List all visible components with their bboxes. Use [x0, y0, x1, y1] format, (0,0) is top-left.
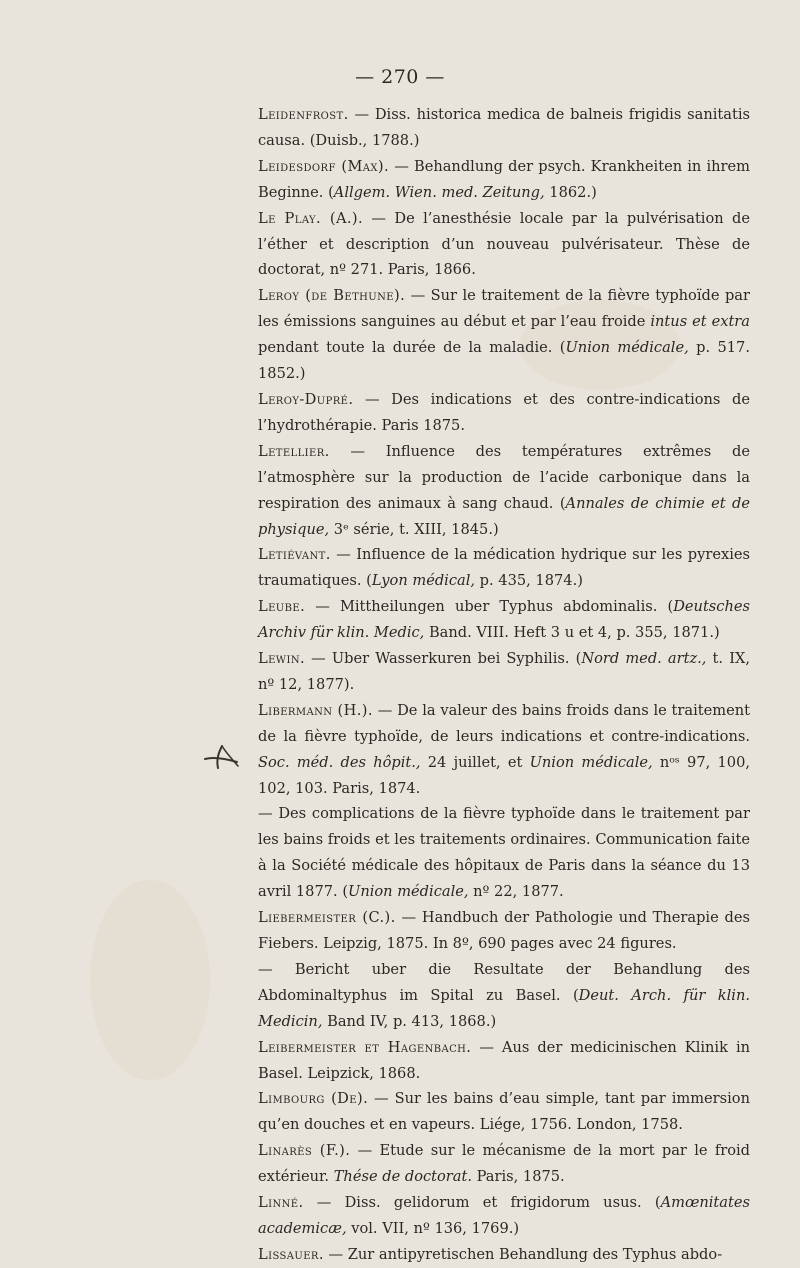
entry-author: Letiévant. — [258, 546, 331, 564]
bibliography-entry — [258, 905, 750, 957]
entry-text: — Handbuch der Pathologie und Therapie des Fiebers. Leipzig, 1875. In 8º, 690 pages avec 24 figures. — [258, 909, 750, 952]
bibliography-entry — [258, 283, 750, 387]
entry-author: Linarès (F.). — [258, 1142, 351, 1160]
entry-author: Lissauer. — [258, 1245, 324, 1263]
entry-text: — De la valeur des bains froids dans le traitement de la fièvre typhoïde, de leurs indications et contre-indications. — [258, 701, 750, 745]
handwritten-cross-mark — [203, 742, 241, 772]
entry-author: Leroy-Dupré. — [258, 390, 354, 408]
entry-text: nᵒˢ 97, 100, 102, 103. Paris, 1874. — [258, 753, 750, 797]
bibliography-entry — [258, 698, 750, 802]
bibliography-entry — [258, 1242, 750, 1268]
bibliography-entry — [258, 1086, 750, 1138]
entry-text: vol. VII, nº 136, 1769.) — [346, 1219, 520, 1237]
entry-text: 3ᵉ série, t. XIII, 1845.) — [329, 520, 499, 538]
bibliography-entry — [258, 801, 750, 905]
entry-text: — De l’anesthésie locale par la pulvérisation de l’éther et description d’un nouveau pulvérisateur. Thèse de doctorat, nº 271. Paris, 1866. — [258, 209, 751, 279]
entry-text: — Aus der medicinischen Klinik in Basel. Leipzick, 1868. — [258, 1038, 751, 1082]
page-number: — 270 — — [355, 66, 445, 88]
entry-source-italic: Allgem. Wien. med. Zeitung, — [333, 183, 545, 201]
entry-source-italic: Deutsches Archiv für klin. Medic, — [258, 598, 750, 642]
entry-source-italic: Deut. Arch. für klin. Medicin, — [258, 986, 750, 1030]
entry-source-italic: Annales de chimie et de physique, — [258, 494, 750, 538]
entry-text: — Influence des températures extrêmes de l’atmosphère sur la production de l’acide carbonique dans la respiration des animaux à sang chaud. ( — [258, 442, 750, 512]
entry-source-italic: Union médicale, — [565, 339, 689, 357]
bibliography-entry — [258, 387, 750, 439]
entry-source-italic: intus et extra — [650, 313, 750, 331]
entry-author: Leidesdorf (Max). — [258, 157, 390, 175]
entry-text: Paris, 1875. — [472, 1168, 565, 1186]
bibliography-entry — [258, 957, 750, 1035]
entry-source-italic: Nord med. artz., — [581, 650, 707, 668]
entry-text: — Sur les bains d’eau simple, tant par immersion qu’en douches et en vapeurs. Liége, 1756. London, 1758. — [258, 1090, 750, 1134]
entry-author: Limbourg (De). — [258, 1090, 369, 1108]
entry-author: Leibermeister et Hagenbach. — [258, 1038, 472, 1056]
bibliography-entry — [258, 439, 750, 543]
bibliography-entry — [258, 1190, 750, 1242]
entry-text: — Uber Wasserkuren bei Syphilis. ( — [305, 650, 582, 668]
entry-author: Leube. — [258, 598, 306, 616]
entry-text: — Behandlung der psych. Krankheiten in ihrem Beginne. ( — [258, 157, 750, 201]
entry-text: — Bericht uber die Resultate der Behandlung des Abdominaltyphus im Spital zu Basel. ( — [258, 960, 750, 1004]
bibliography-text — [258, 102, 750, 1268]
entry-text: — Des indications et des contre-indications de l’hydrothérapie. Paris 1875. — [258, 390, 750, 434]
entry-author: Leidenfrost. — [258, 106, 349, 123]
bibliography-entry — [258, 1138, 750, 1190]
bibliography-entry — [258, 102, 750, 154]
entry-text: Band IV, p. 413, 1868.) — [322, 1012, 497, 1030]
entry-text: pendant toute la durée de la maladie. ( — [258, 339, 566, 357]
entry-text: — Influence de la médication hydrique sur les pyrexies traumatiques. ( — [258, 546, 750, 590]
entry-source-italic: Union médicale, — [348, 883, 469, 901]
entry-text: — Des complications de la fièvre typhoïde dans le traitement par les bains froids et les traitements ordinaires. Communication faite à la Société médicale des hôpitaux de Paris dans la séance du 13 avril 1877. ( — [258, 805, 750, 901]
entry-source-italic: Union médicale, — [529, 753, 653, 771]
bibliography-entry — [258, 1035, 750, 1087]
bibliography-entry — [258, 542, 750, 594]
entry-text: — Etude sur le mécanisme de la mort par le froid extérieur. — [258, 1142, 750, 1186]
entry-author: Leroy (de Bethune). — [258, 287, 406, 305]
entry-source-italic: Amœnitates academicæ, — [258, 1194, 750, 1237]
entry-text: p. 435, 1874.) — [475, 572, 583, 590]
entry-text: t. IX, nº 12, 1877). — [258, 650, 750, 693]
entry-text: — Zur antipyretischen Behandlung des Typhus abdo- — [323, 1245, 723, 1263]
entry-text: — Sur le traitement de la fièvre typhoïde par les émissions sanguines au début et par l’eau froide — [258, 287, 750, 331]
entry-author: Liebermeister (C.). — [258, 909, 396, 927]
entry-author: Le Play. (A.). — [258, 209, 364, 227]
entry-text: nº 22, 1877. — [468, 883, 564, 901]
entry-author: Lewin. — [258, 650, 306, 668]
entry-source-italic: Soc. méd. des hôpit., — [258, 753, 421, 771]
entry-text: 1862.) — [544, 183, 597, 201]
entry-author: Libermann (H.). — [258, 701, 373, 719]
entry-text: 24 juillet, et — [420, 753, 530, 771]
entry-author: Letellier. — [258, 442, 330, 460]
bibliography-entry — [258, 154, 750, 206]
entry-author: Linné. — [258, 1194, 304, 1212]
entry-source-italic: Lyon médical, — [371, 572, 476, 590]
bibliography-entry — [258, 594, 750, 646]
entry-text: — Mittheilungen uber Typhus abdominalis. ( — [305, 598, 674, 616]
entry-text: p. 517. 1852.) — [258, 339, 750, 383]
bibliography-entry — [258, 206, 750, 284]
paper-stain — [90, 880, 210, 1080]
entry-text: — Diss. gelidorum et frigidorum usus. ( — [303, 1194, 661, 1212]
entry-text: — Diss. historica medica de balneis frigidis sanitatis causa. (Duisb., 1788.) — [258, 106, 750, 149]
entry-source-italic: Thése de doctorat. — [333, 1168, 472, 1186]
entry-text: Band. VIII. Heft 3 u et 4, p. 355, 1871.) — [424, 624, 720, 642]
bibliography-entry — [258, 646, 750, 698]
